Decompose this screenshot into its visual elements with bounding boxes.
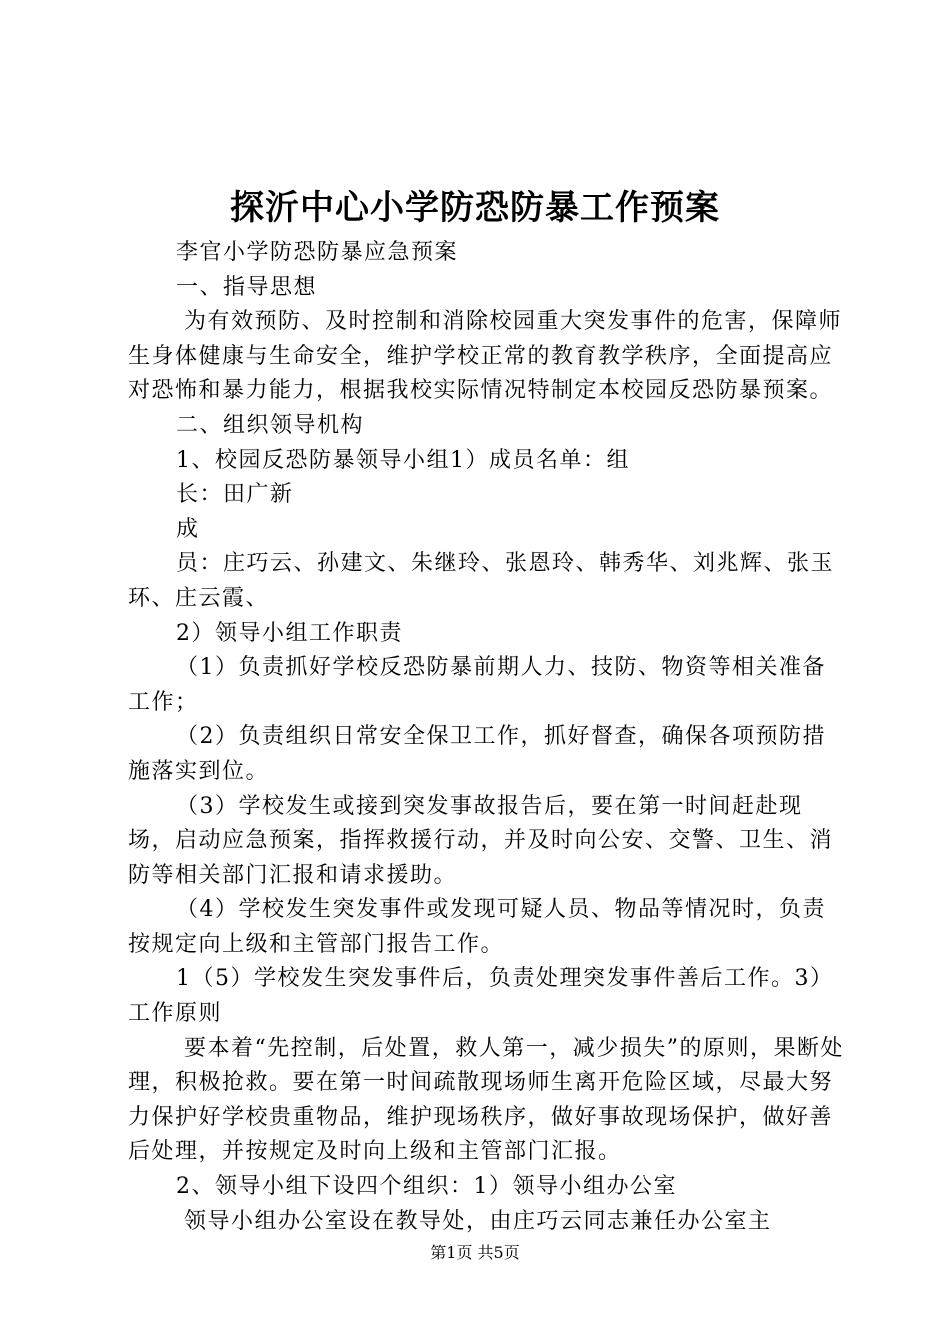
paragraph: （1）负责抓好学校反恐防暴前期人力、技防、物资等相关准备工作； — [128, 655, 826, 715]
paragraph: 成 — [176, 516, 200, 542]
paragraph: 2、领导小组下设四个组织：1）领导小组办公室 — [176, 1174, 677, 1200]
paragraph: 为有效预防、及时控制和消除校园重大突发事件的危害，保障师生身体健康与生命安全，维护学校正常的教育教学秩序，全面提高应对恐怖和暴力能力，根据我校实际情况特制定本校园反恐防暴预案。 — [128, 309, 843, 404]
document-title: 探沂中心小学防恐防暴工作预案 — [230, 188, 720, 228]
paragraph: 二、组织领导机构 — [176, 412, 365, 438]
page-footer: 第1页 共5页 — [430, 1243, 520, 1262]
paragraph: 一、指导思想 — [176, 274, 318, 300]
paragraph: 1、校园反恐防暴领导小组1）成员名单：组 — [176, 447, 630, 473]
paragraph: 2）领导小组工作职责 — [176, 620, 403, 646]
paragraph: 1（5）学校发生突发事件后，负责处理突发事件善后工作。3）工作原则 — [128, 966, 834, 1027]
paragraph: （3）学校发生或接到突发事故报告后，要在第一时间赶赴现场，启动应急预案，指挥救援行动，并及时向公安、交警、卫生、消防等相关部门汇报和请求援助。 — [128, 793, 834, 888]
paragraph: 长：田广新 — [176, 482, 294, 508]
paragraph: （2）负责组织日常安全保卫工作，抓好督查，确保各项预防措施落实到位。 — [128, 724, 826, 784]
paragraph: 要本着“先控制，后处置，救人第一，减少损失”的原则，果断处理，积极抢救。要在第一时间疏散现场师生离开危险区域，尽最大努力保护好学校贵重物品，维护现场秩序，做好事故现场保护，做好善后处理，并按规定及时向上级和主管部门汇报。 — [128, 1035, 844, 1165]
document-body — [128, 236, 848, 1239]
paragraph: 员：庄巧云、孙建文、朱继玲、张恩玲、韩秀华、刘兆辉、张玉环、庄云霞、 — [128, 551, 835, 611]
paragraph: （4）学校发生突发事件或发现可疑人员、物品等情况时，负责按规定向上级和主管部门报告工作。 — [128, 897, 826, 957]
paragraph: 领导小组办公室设在教导处，由庄巧云同志兼任办公室主 — [184, 1208, 772, 1234]
paragraph: 李官小学防恐防暴应急预案 — [176, 240, 459, 265]
